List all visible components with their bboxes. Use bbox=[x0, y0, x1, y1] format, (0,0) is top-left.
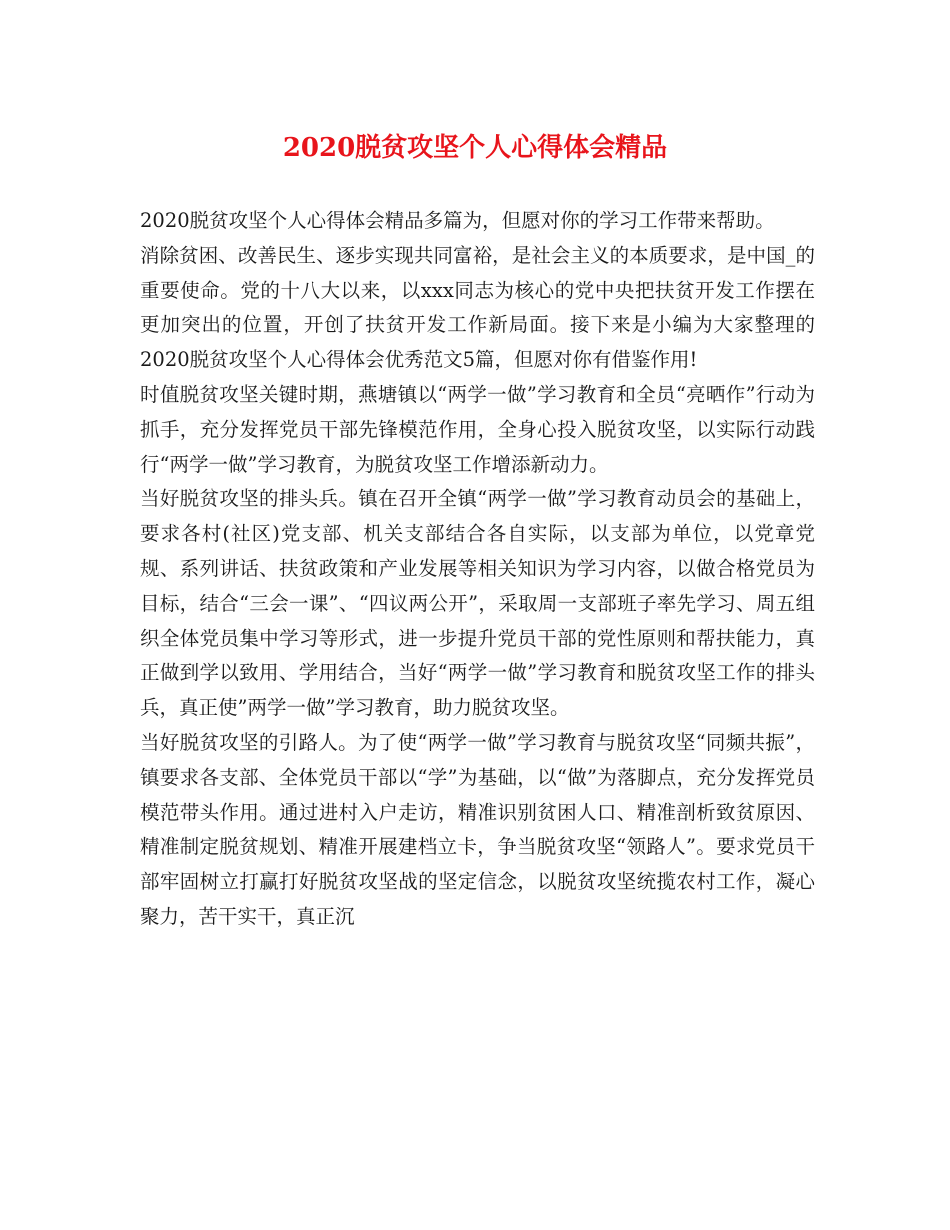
document-title: 2020脱贫攻坚个人心得体会精品 bbox=[282, 133, 668, 163]
paragraph-background: 消除贫困、改善民生、逐步实现共同富裕，是社会主义的本质要求，是中国_的重要使命。党的十八大以来，以xxx同志为核心的党中央把扶贫开发工作摆在更加突出的位置，开创了扶贫开发工作新局面。接下来是小编为大家整理的2020脱贫攻坚个人心得体会优秀范文5篇，但愿对你有借鉴作用! bbox=[140, 243, 815, 372]
paragraph-overview: 时值脱贫攻坚关键时期，燕塘镇以“两学一做”学习教育和全员“亮晒作”行动为抓手，充分发挥党员干部先锋模范作用，全身心投入脱贫攻坚，以实际行动践行“两学一做”学习教育，为脱贫攻坚工作增添新动力。 bbox=[140, 382, 815, 476]
paragraph-vanguard: 当好脱贫攻坚的排头兵。镇在召开全镇“两学一做”学习教育动员会的基础上，要求各村(社区)党支部、机关支部结合各自实际，以支部为单位，以党章党规、系列讲话、扶贫政策和产业发展等相关知识为学习内容，以做合格党员为目标，结合“三会一课”、“四议两公开”，采取周一支部班子率先学习、周五组织全体党员集中学习等形式，进一步提升党员干部的党性原则和帮扶能力，真正做到学以致用、学用结合，当好“两学一做”学习教育和脱贫攻坚工作的排头兵，真正使”两学一做”学习教育，助力脱贫攻坚。 bbox=[140, 487, 815, 720]
paragraph-guide: 当好脱贫攻坚的引路人。为了使“两学一做”学习教育与脱贫攻坚“同频共振”，镇要求各支部、全体党员干部以“学”为基础，以“做”为落脚点，充分发挥党员模范带头作用。通过进村入户走访，精准识别贫困人口、精准剖析致贫原因、精准制定脱贫规划、精准开展建档立卡，争当脱贫攻坚“领路人”。要求党员干部牢固树立打赢打好脱贫攻坚战的坚定信念，以脱贫攻坚统揽农村工作，凝心聚力，苦干实干，真正沉 bbox=[140, 730, 815, 928]
paragraph-intro: 2020脱贫攻坚个人心得体会精品多篇为，但愿对你的学习工作带来帮助。 bbox=[140, 209, 775, 232]
document-body bbox=[140, 204, 815, 935]
